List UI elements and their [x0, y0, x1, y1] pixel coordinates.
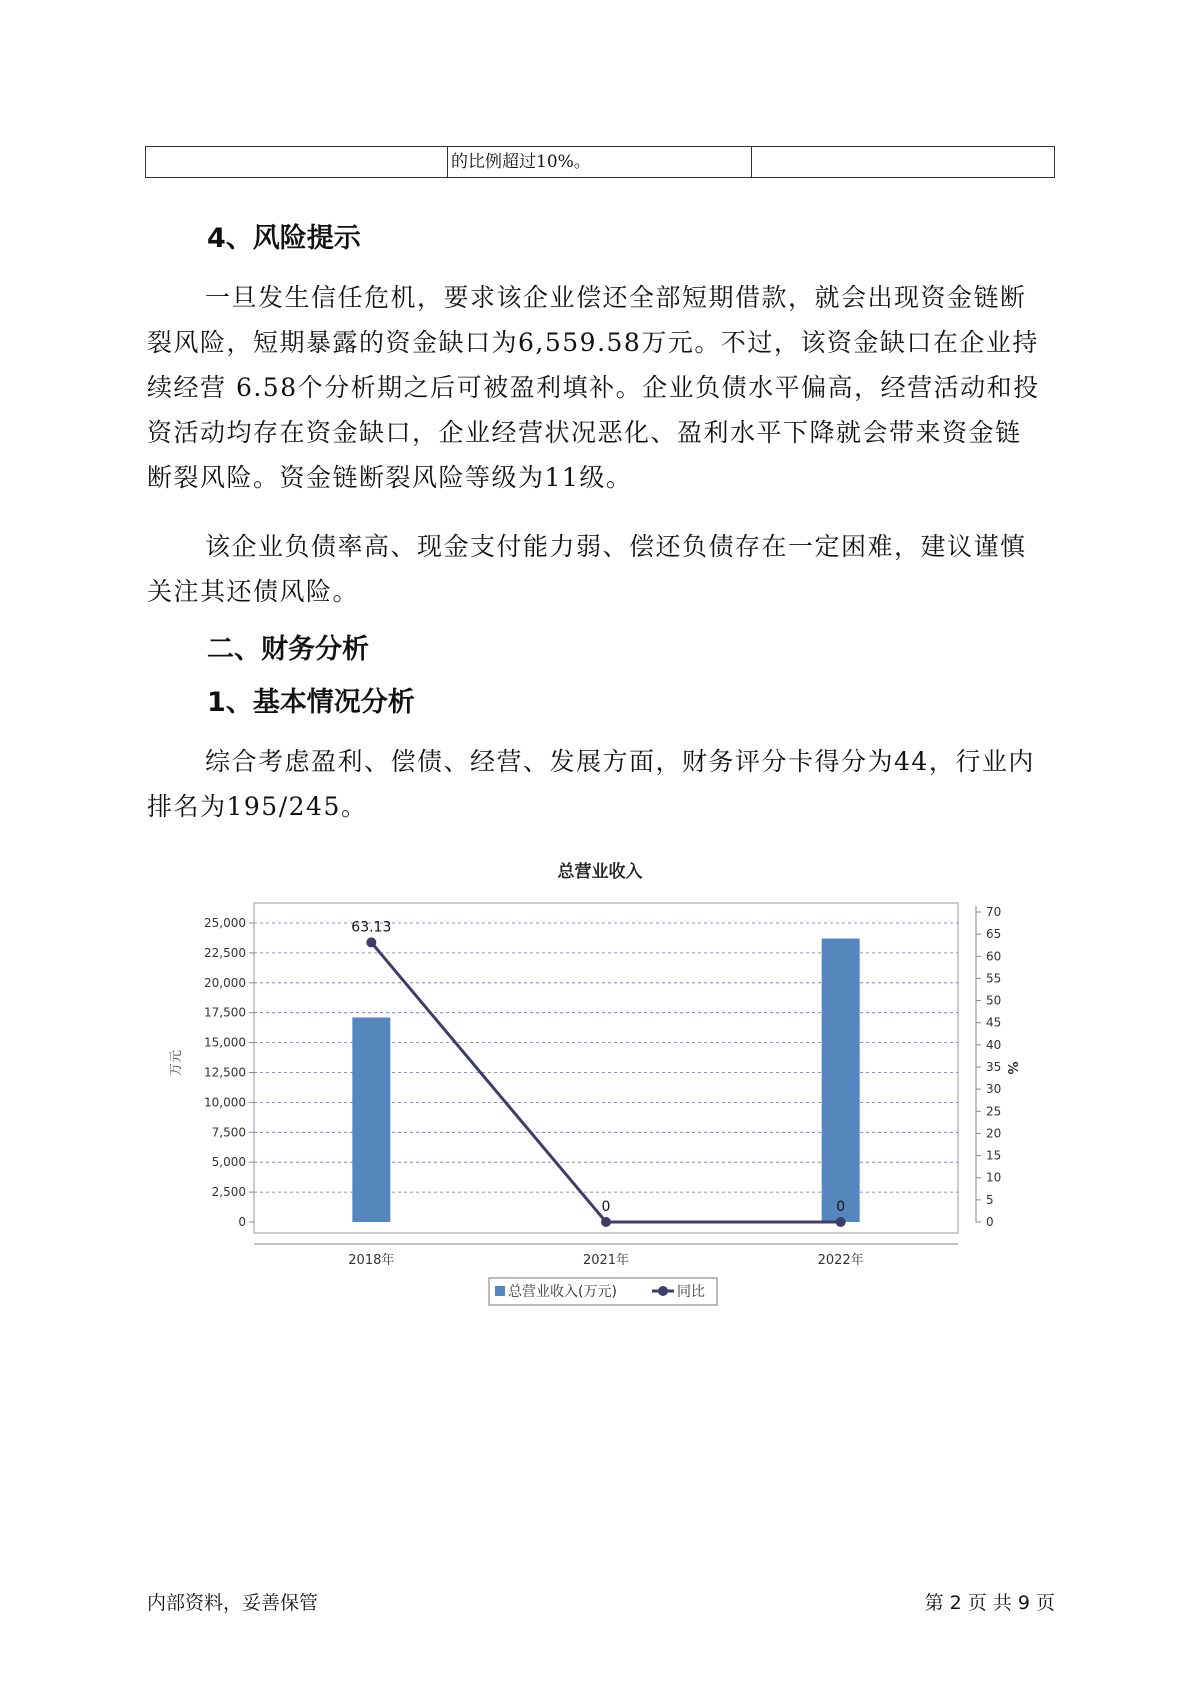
section-heading-financial: 二、财务分析	[207, 634, 369, 665]
chart-title: 总营业收入	[557, 862, 643, 882]
yoy-data-label: 0	[836, 1199, 846, 1215]
right-tick-label: 25	[986, 1104, 1002, 1119]
left-tick-label: 25,000	[204, 916, 246, 930]
left-tick-label: 12,500	[204, 1065, 246, 1080]
x-axis	[254, 1244, 958, 1268]
left-tick-label: 2,500	[211, 1185, 246, 1200]
right-tick-label: 35	[986, 1060, 1002, 1074]
yoy-data-label: 0	[601, 1199, 611, 1215]
legend-swatch-bar	[495, 1286, 505, 1296]
right-tick-label: 5	[986, 1192, 994, 1207]
chart-legend	[489, 1278, 717, 1305]
right-tick-label: 30	[986, 1082, 1002, 1097]
left-tick-label: 20,000	[204, 975, 246, 990]
right-tick-label: 0	[986, 1215, 994, 1229]
section-heading-basic: 1、基本情况分析	[207, 687, 415, 718]
revenue-bar	[352, 1017, 390, 1222]
right-tick-label: 10	[986, 1170, 1002, 1185]
right-tick-label: 60	[986, 949, 1002, 964]
left-tick-label: 10,000	[204, 1095, 246, 1110]
table-fragment	[145, 146, 1055, 178]
right-tick-label: 55	[986, 971, 1002, 986]
footer-page-number: 第 2 页 共 9 页	[924, 1592, 1055, 1614]
x-tick-label: 2018年	[348, 1253, 395, 1268]
revenue-chart	[150, 848, 1030, 1318]
table-cell	[146, 147, 448, 177]
right-axis	[976, 905, 1019, 1229]
basic-paragraph: 综合考虑盈利、偿债、经营、发展方面，财务评分卡得分为44，行业内排名为195/245。	[147, 747, 1035, 821]
left-tick-label: 17,500	[204, 1005, 246, 1020]
risk-paragraph-2: 该企业负债率高、现金支付能力弱、偿还负债存在一定困难，建议谨慎关注其还债风险。	[147, 532, 1027, 606]
x-tick-label: 2022年	[817, 1253, 864, 1268]
yoy-data-label: 63.13	[351, 919, 392, 936]
right-tick-label: 15	[986, 1148, 1002, 1163]
revenue-bar	[822, 939, 860, 1222]
right-tick-label: 40	[986, 1037, 1002, 1052]
left-tick-label: 0	[238, 1215, 246, 1229]
left-tick-label: 15,000	[204, 1035, 246, 1050]
footer-left: 内部资料，妥善保管	[147, 1592, 319, 1614]
right-axis-label: %	[1004, 1061, 1019, 1075]
left-tick-label: 22,500	[204, 945, 246, 960]
legend-swatch-point	[658, 1286, 668, 1296]
legend-label-yoy: 同比	[677, 1284, 705, 1300]
right-tick-label: 65	[986, 927, 1002, 942]
section-heading-risk: 4、风险提示	[207, 223, 361, 254]
yoy-point	[366, 937, 376, 947]
table-cell: 的比例超过10%。	[448, 147, 752, 177]
legend-label-revenue: 总营业收入(万元)	[508, 1284, 617, 1300]
right-tick-label: 45	[986, 1015, 1002, 1030]
left-axis	[169, 916, 254, 1229]
risk-paragraph-1: 一旦发生信任危机，要求该企业偿还全部短期借款，就会出现资金链断裂风险，短期暴露的资金缺口为6,559.58万元。不过，该资金缺口在企业持续经营 6.58个分析期之后可被盈利填补。企业负债水平偏高，经营活动和投资活动均存在资金缺口，企业经营状况恶化、盈利水平下降就会带来资金链断裂风险。资金链断裂风险等级为11级。	[147, 283, 1040, 492]
right-tick-label: 50	[986, 993, 1002, 1008]
left-tick-label: 7,500	[211, 1125, 246, 1140]
right-tick-label: 20	[986, 1126, 1002, 1141]
left-axis-label: 万元	[169, 1049, 184, 1077]
left-tick-label: 5,000	[211, 1155, 246, 1170]
right-tick-label: 70	[986, 905, 1002, 919]
yoy-point	[836, 1217, 846, 1227]
yoy-point	[601, 1217, 611, 1227]
x-tick-label: 2021年	[582, 1253, 630, 1268]
